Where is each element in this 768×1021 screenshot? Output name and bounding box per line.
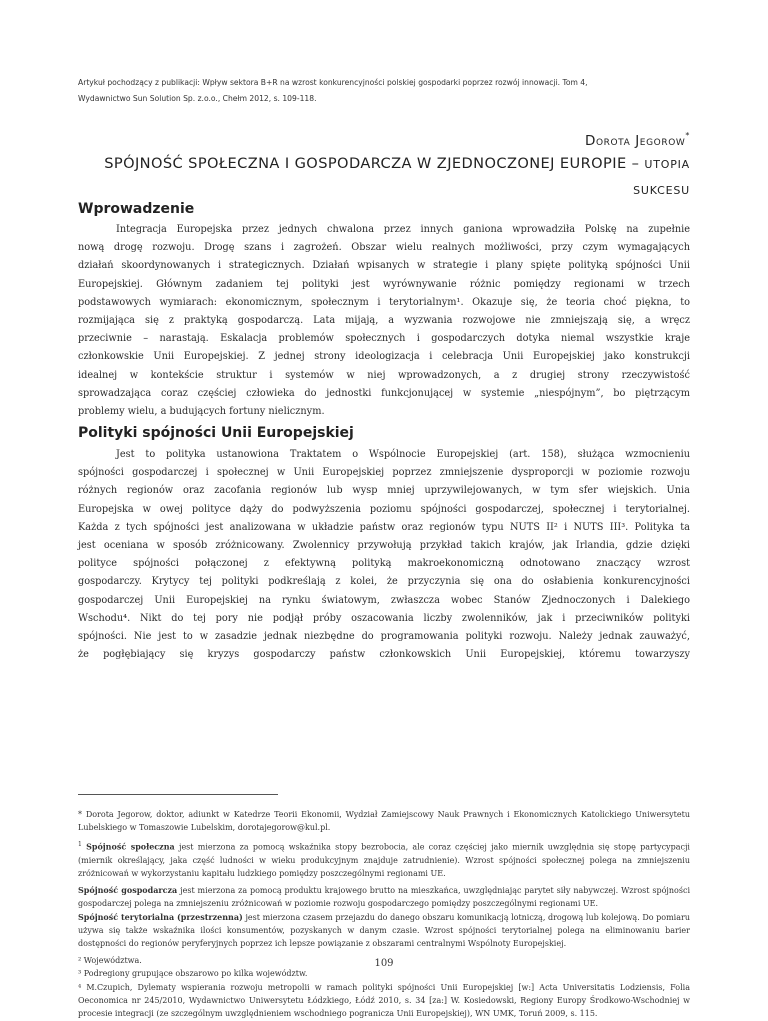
paragraph-line: że pogłębiający się kryzys gospodarczy państw członkowskich Unii Europejskiej, któremu towarzyszy xyxy=(78,649,690,661)
paragraph-line: idealnej w kontekście struktur i systemów w niej wprowadzonych, a z drugiej strony rzeczywistość xyxy=(78,369,690,381)
paragraph-line: członkowskie Unii Europejskiej. Z jednej strony ideologizacja i celebracja Unii Europejskiej jako konstrukcji xyxy=(78,351,690,363)
footnote-4: ⁴ M.Czupich, Dylematy wspierania rozwoju metropolii w ramach polityki spójności Unii Europejskiej [w:] Acta Universitatis Lodziensis, Folia Oeconomica nr 245/2010, Wydawnictwo Uniwersytetu Łódzkiego, Łódź 2010, s. 34 [za:] W. Kosiedowski, Regiony Europy Środkowo-Wschodniej w procesie integracji (ze szczególnym uwzględnieniem wschodniego pogranicza Unii Europejskiej), WN UMK, Toruń 2009, s. 115. xyxy=(78,982,690,1019)
paragraph xyxy=(78,446,690,664)
title-sukcesu: SUKCESU xyxy=(633,184,690,197)
author-name-text: Dorota Jegorow xyxy=(584,133,686,149)
footnote-text: jest mierzona za pomocą wskaźnika stopy bezrobocia, ale coraz częściej jako miernik uwzględnia się stopę partycypacji (miernik określający, jaka część ludności w wieku produkcyjnym znajduje zatrudnienie). Wzrost spójności społecznej polega na zmniejszeniu zróżnicowań w wykorzystaniu kapitału ludzkiego pomiędzy poszczególnymi regionami UE. xyxy=(78,842,690,879)
footnote-label: 1 xyxy=(78,840,82,848)
paragraph-line: gospodarczy. Krytycy tej polityki podkreślają z kolei, że przyczynia się ona do osłabienia konkurencyjności xyxy=(78,576,690,588)
paragraph-line: przeciwnie – narastają. Eskalacja problemów społecznych i gospodarczych dotyka niemal wszystkie kraje xyxy=(78,333,690,345)
paragraph-line: spójności. Nie jest to w zasadzie jednak niezbędne do programowania polityki rozwoju. Należy jednak zauważyć, xyxy=(78,631,690,643)
footnote-author: * Dorota Jegorow, doktor, adiunkt w Katedrze Teorii Ekonomii, Wydział Zamiejscowy Nauk Prawnych i Ekonomicznych Katolickiego Uniwersytetu Lubelskiego w Tomaszowie Lubelskim, dorotajegorow@kul.pl. xyxy=(78,810,690,833)
footnote-term: Spójność gospodarcza xyxy=(78,884,178,895)
paragraph-line: rozmijająca się z praktyką gospodarczą. Lata mijają, a wyzwania rozwojowe nie zmniejszają się, a wręcz xyxy=(78,315,690,327)
footnote-1b xyxy=(78,884,690,911)
footnote-rule xyxy=(78,794,278,795)
title-main: SPÓJNOŚĆ SPOŁECZNA I GOSPODARCZA W ZJEDNOCZONEJ EUROPIE – xyxy=(104,155,640,172)
footnote-term: Spójność terytorialna (przestrzenna) xyxy=(78,911,243,922)
paragraph-line: polityce spójności połączonej z efektywną polityką makroekonomiczną odnotowano znaczący wzrost xyxy=(78,558,690,570)
footnote-3: ³ Podregiony grupujące obszarowo po kilka województw. xyxy=(78,969,308,979)
section-heading: Wprowadzenie xyxy=(78,201,195,217)
footnote-text: jest mierzona czasem przejazdu do danego obszaru komunikacją lotniczą, drogową lub kolejową. Do pomiaru używa się także wskaźnika ilości konsumentów, pozyskanych w danym czasie. Wzrost spójności terytorialnej polega na eliminowaniu barier dostępności do regionów peryferyjnych poprzez ich lepsze powiązanie z obszarami centralnymi Wspólnoty Europejskiej. xyxy=(78,912,690,949)
paragraph-line: podstawowych wymiarach: ekonomicznym, społecznym i terytorialnym¹. Okazuje się, że teoria choć piękna, to xyxy=(78,296,690,308)
title-utopia: UTOPIA xyxy=(644,158,690,171)
page-number: 109 xyxy=(374,958,394,969)
paper-title xyxy=(78,153,690,202)
source-note-line: Artykuł pochodzący z publikacji: Wpływ sektora B+R na wzrost konkurencyjności polskiej gospodarki poprzez rozwój innowacji. Tom 4, xyxy=(78,78,588,87)
paragraph-line: problemy wielu, a budujących fortuny nielicznym. xyxy=(78,406,325,418)
footnote-text: jest mierzona za pomocą produktu krajowego brutto na mieszkańca, uwzględniając parytet siły nabywczej. Wzrost spójności gospodarczej polega na zmniejszeniu zróżnicowań w poziomie rozwoju gospodarczego pomiędzy poszczególnymi regionami UE. xyxy=(78,885,691,909)
footnote-1c xyxy=(78,911,690,951)
paragraph-line: działań skoordynowanych i strategicznych. Działań wpisanych w strategie i plany spięte polityką spójności Unii xyxy=(78,260,690,272)
paragraph-line: nową drogę rozwoju. Drogę szans i zagrożeń. Obszar wielu realnych możliwości, przy czym wymagających xyxy=(78,242,690,254)
paragraph-line: Jest to polityka ustanowiona Traktatem o Wspólnocie Europejskiej (art. 158), służąca wzmocnieniu xyxy=(116,449,690,460)
paragraph-line: gospodarczej Unii Europejskiej na rynku światowym, zwłaszcza wobec Stanów Zjednoczonych i Dalekiego xyxy=(78,594,690,606)
author-name xyxy=(585,133,690,149)
paragraph-line: spójności gospodarczej i społecznej w Unii Europejskiej poprzez zmniejszenie dysproporcji w poziomie rozwoju xyxy=(78,467,690,479)
paragraph-line: Europejska w owej polityce dąży do podwyższenia poziomu spójności gospodarczej, społecznej i terytorialnej. xyxy=(78,503,690,515)
source-note-line: Wydawnictwo Sun Solution Sp. z.o.o., Chełm 2012, s. 109-118. xyxy=(78,93,317,103)
footnotes xyxy=(78,808,690,1021)
footnote-term: Spójność społeczna xyxy=(86,841,175,852)
paragraph-line: sprowadzająca coraz częściej człowieka do jednostki funkcjonującej w systemie „niespójnym”, bo piętrzącym xyxy=(78,387,690,399)
section-heading: Polityki spójności Unii Europejskiej xyxy=(78,425,354,441)
paragraph-line: Europejskiej. Głównym zadaniem tej polityki jest wyrównywanie różnic pomiędzy regionami w trzech xyxy=(78,278,690,290)
footnote-2: ² Województwa. xyxy=(78,955,142,965)
paragraph-line: Każda z tych spójności jest analizowana w układzie państw oraz regionów typu NUTS II² i NUTS III³. Polityka ta xyxy=(78,521,690,533)
paragraph xyxy=(78,221,690,421)
paragraph-line: różnych regionów oraz zacofania regionów lub wysp mniej uprzywilejowanych, w tym sfer wiejskich. Unia xyxy=(78,485,690,497)
source-note xyxy=(78,75,690,106)
paragraph-line: Wschodu⁴. Nikt do tej pory nie podjął próby oszacowania liczby zwolenników, jak i przeciwników polityki xyxy=(78,612,690,624)
paragraph-line: Integracja Europejska przez jednych chwalona przez innych ganiona wprowadziła Polskę na zupełnie xyxy=(116,224,690,235)
footnote-1 xyxy=(78,838,690,881)
author-marker: * xyxy=(685,131,690,140)
paragraph-line: jest oceniana w sposób zróżnicowany. Zwolennicy przywołują przykład takich krajów, jak Irlandia, gdzie dzięki xyxy=(78,540,690,552)
